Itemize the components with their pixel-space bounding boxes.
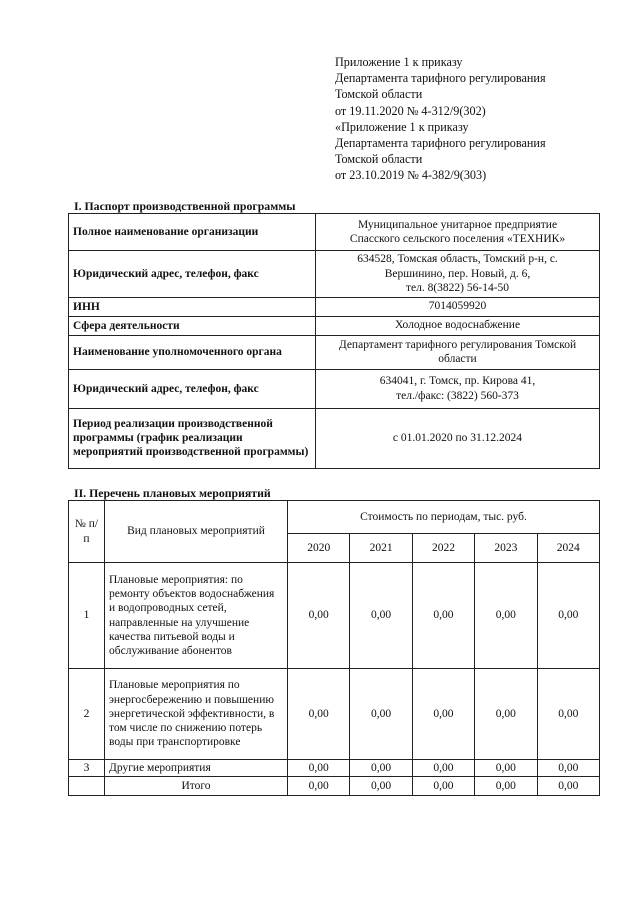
row-value: 0,00: [288, 563, 350, 669]
row-value: 0,00: [412, 563, 474, 669]
header-year: 2023: [475, 534, 537, 563]
section-2-title: II. Перечень плановых мероприятий: [74, 486, 271, 500]
row-desc: Плановые мероприятия: по ремонту объектов водоснабжения и водопроводных сетей, направленные на улучшение качества питьевой воды и обслуживание абонентов: [105, 563, 288, 669]
passport-table: [68, 213, 600, 469]
passport-row: [69, 297, 600, 316]
row-value: 0,00: [537, 669, 600, 760]
value-line: Спасского сельского поселения «ТЕХНИК»: [349, 233, 566, 245]
value-line: 634528, Томская область, Томский р-н, с.: [357, 253, 558, 265]
annex-line: Томской области: [335, 87, 423, 102]
row-num: 2: [69, 669, 105, 760]
total-num: [69, 777, 105, 796]
annex-line: «Приложение 1 к приказу: [335, 119, 469, 134]
passport-label: ИНН: [69, 297, 316, 316]
value-line: Вершинино, пер. Новый, д. 6,: [384, 267, 531, 280]
passport-label: Полное наименование организации: [69, 214, 316, 251]
passport-value: [316, 335, 600, 369]
passport-row: [69, 335, 600, 369]
row-num: 1: [69, 563, 105, 669]
passport-label: Сфера деятельности: [69, 316, 316, 335]
row-value: 0,00: [412, 760, 474, 777]
passport-label: Наименование уполномоченного органа: [69, 335, 316, 369]
row-value: 0,00: [350, 760, 412, 777]
value-line: 634041, г. Томск, пр. Кирова 41,: [379, 375, 536, 387]
passport-label: Юридический адрес, телефон, факс: [69, 251, 316, 298]
row-desc: Плановые мероприятия по энергосбережению и повышению энергетической эффективности, в том числе по снижению потерь воды при транспортировке: [105, 669, 288, 760]
plan-row: [69, 669, 600, 760]
passport-label: Юридический адрес, телефон, факс: [69, 369, 316, 408]
annex-line: Приложение 1 к приказу: [335, 55, 463, 69]
passport-label: Период реализации производственной программы (график реализации мероприятий производственной программы): [69, 408, 316, 468]
row-value: 0,00: [350, 563, 412, 669]
value-line: Холодное водоснабжение: [394, 319, 521, 332]
passport-row: [69, 251, 600, 298]
row-desc: Другие мероприятия: [105, 760, 288, 777]
row-value: 0,00: [288, 669, 350, 760]
plan-header-row: [69, 501, 600, 534]
annex-line: от 19.11.2020 № 4-312/9(302): [335, 103, 486, 118]
annex-line: от 23.10.2019 № 4-382/9(303): [335, 168, 487, 183]
annex-line: Томской области: [335, 152, 423, 167]
header-cost: Стоимость по периодам, тыс. руб.: [288, 501, 600, 534]
passport-row: [69, 214, 600, 251]
row-value: 0,00: [350, 669, 412, 760]
total-value: 0,00: [475, 777, 537, 796]
total-value: 0,00: [412, 777, 474, 796]
header-year: 2020: [288, 534, 350, 563]
annex-line: Департамента тарифного регулирования: [335, 136, 546, 151]
value-line: с 01.01.2020 по 31.12.2024: [392, 431, 523, 444]
value-line: тел./факс: (3822) 560-373: [396, 389, 519, 402]
row-value: 0,00: [288, 760, 350, 777]
header-year: 2024: [537, 534, 600, 563]
row-value: 0,00: [475, 563, 537, 669]
row-value: 0,00: [475, 760, 537, 777]
plan-row: [69, 563, 600, 669]
plan-table: [68, 500, 600, 796]
passport-value: [316, 214, 600, 251]
passport-row: [69, 408, 600, 468]
header-year: 2021: [350, 534, 412, 563]
header-year: 2022: [412, 534, 474, 563]
annex-line: Департамента тарифного регулирования: [335, 71, 546, 86]
total-value: 0,00: [288, 777, 350, 796]
passport-value: [316, 251, 600, 298]
annex-header: [335, 54, 546, 184]
row-value: 0,00: [537, 563, 600, 669]
passport-value: [316, 369, 600, 408]
passport-row: [69, 316, 600, 335]
value-line: Департамент тарифного регулирования Томской: [338, 338, 577, 351]
value-line: области: [438, 353, 477, 365]
row-value: 0,00: [475, 669, 537, 760]
value-line: 7014059920: [428, 300, 487, 313]
total-label: Итого: [105, 777, 288, 796]
header-num: № п/п: [69, 501, 105, 563]
passport-value: [316, 316, 600, 335]
passport-row: [69, 369, 600, 408]
header-kind: Вид плановых мероприятий: [105, 501, 288, 563]
plan-row: [69, 760, 600, 777]
passport-value: [316, 297, 600, 316]
total-value: 0,00: [350, 777, 412, 796]
passport-value: [316, 408, 600, 468]
value-line: Муниципальное унитарное предприятие: [357, 218, 558, 231]
total-value: 0,00: [537, 777, 600, 796]
row-num: 3: [69, 760, 105, 777]
row-value: 0,00: [412, 669, 474, 760]
row-value: 0,00: [537, 760, 600, 777]
value-line: тел. 8(3822) 56-14-50: [405, 282, 510, 294]
plan-total-row: [69, 777, 600, 796]
section-1-title: I. Паспорт производственной программы: [74, 199, 296, 213]
